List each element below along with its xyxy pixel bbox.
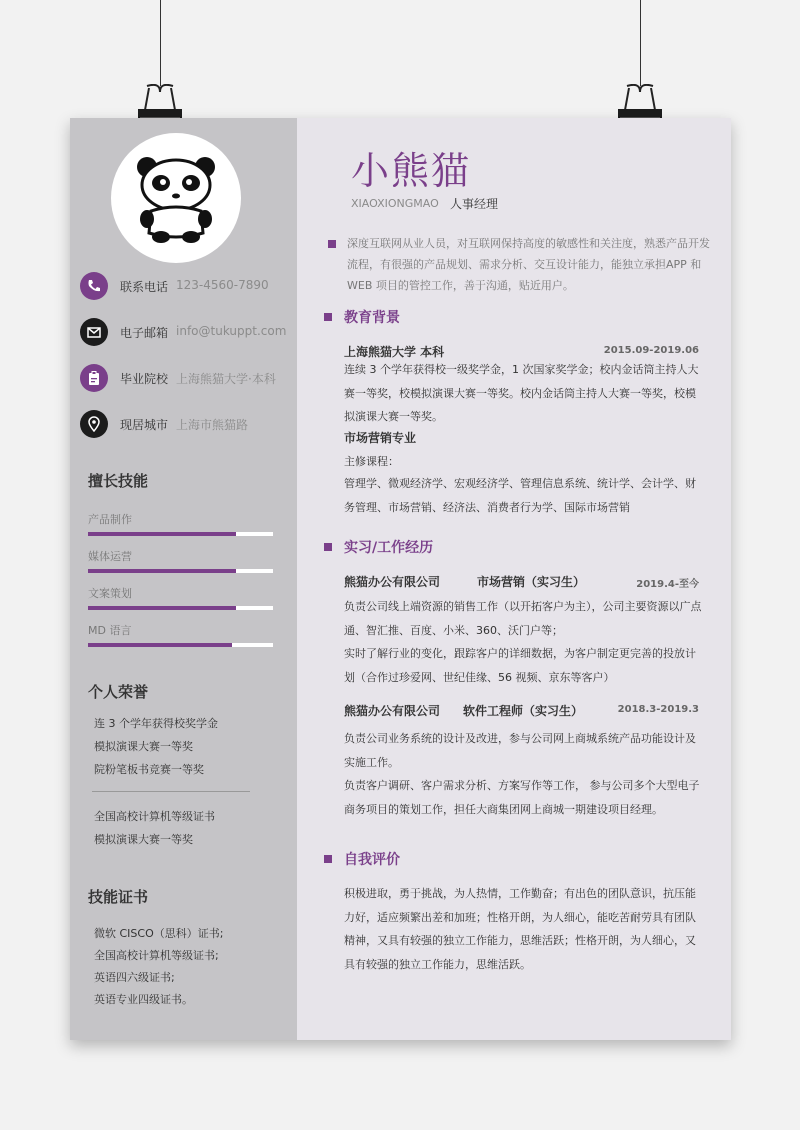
skill-name: 产品制作	[88, 513, 132, 526]
job-company: 熊猫办公有限公司	[344, 704, 441, 718]
main-content	[297, 118, 731, 1040]
honor-item: 连 3 个学年获得校奖学金	[94, 717, 218, 730]
courses-label: 主修课程：	[344, 455, 399, 468]
section-marker-icon	[324, 855, 332, 863]
job-position: 市场营销（实习生）	[477, 575, 586, 589]
contact-label: 现居城市	[120, 418, 169, 432]
skill-bar	[88, 643, 273, 647]
skill-name: 文案策划	[88, 587, 132, 600]
avatar	[111, 133, 241, 263]
person-name: 小熊猫	[351, 149, 472, 193]
divider	[92, 791, 250, 792]
contact-city	[80, 410, 295, 440]
mail-icon	[80, 318, 108, 346]
section-marker-icon	[324, 313, 332, 321]
skill-bar	[88, 569, 273, 573]
section-marker-icon	[324, 543, 332, 551]
skill-bar	[88, 606, 273, 610]
skill-bar-fill	[88, 532, 236, 536]
self-eval-text: 积极进取，勇于挑战，为人热情，工作勤奋；有出色的团队意识，抗压能力好，适应频繁出差和加班；性格开朗，为人细心，能吃苦耐劳具有团队精神，又具有较强的独立工作能力，思维活跃；性格开朗，为人细心，又具有较强的独立工作能力，思维活跃。	[344, 887, 696, 971]
job-description: 实时了解行业的变化，跟踪客户的详细数据，为客户制定更完善的投放计划（合作过珍爱网、世纪佳缘、56 视频、京东等客户）	[344, 647, 696, 684]
honors-title: 个人荣誉	[88, 683, 149, 701]
person-pinyin: XIAOXIONGMAO	[351, 197, 439, 210]
self-eval-title: 自我评价	[344, 852, 400, 868]
skill-bar-fill	[88, 606, 236, 610]
resume-page	[70, 118, 731, 1040]
cert-item: 英语专业四级证书。	[94, 993, 193, 1006]
cert-item: 英语四六级证书;	[94, 971, 175, 984]
experience-title: 实习/工作经历	[344, 540, 434, 556]
cert-item: 微软 CISCO（思科）证书;	[94, 927, 224, 940]
sidebar	[70, 118, 297, 1040]
city-value: 上海市熊猫路	[176, 418, 249, 432]
skill-bar-fill	[88, 569, 236, 573]
honor-item: 模拟演课大赛一等奖	[94, 833, 193, 846]
bullet-square-icon	[328, 240, 336, 248]
hanging-string-left	[160, 0, 161, 86]
person-role: 人事经理	[450, 197, 499, 211]
hanging-string-right	[640, 0, 641, 86]
job-description: 负责客户调研、客户需求分析、方案写作等工作， 参与公司多个大型电子商务项目的策划工作，担任大商集团网上商城一期建设项目经理。	[344, 779, 700, 816]
honor-item: 模拟演课大赛一等奖	[94, 740, 193, 753]
job-description: 负责公司线上端资源的销售工作（以开拓客户为主），公司主要资源以广点通、智汇推、百度、小米、360、沃门户等；	[344, 600, 702, 637]
intro-text: 深度互联网从业人员，对互联网保持高度的敏感性和关注度，熟悉产品开发流程，有很强的产品规划、需求分析、交互设计能力，能独立承担APP 和 WEB 项目的管控工作，善于沟通，贴近用户。	[347, 237, 710, 292]
job-date: 2018.3-2019.3	[617, 704, 699, 715]
skill-name: 媒体运营	[88, 550, 132, 563]
job-position: 软件工程师（实习生）	[463, 704, 584, 718]
phone-icon	[80, 272, 108, 300]
education-title: 教育背景	[344, 310, 400, 326]
contact-email	[80, 318, 295, 348]
school-value: 上海熊猫大学·本科	[176, 372, 276, 386]
job-company: 熊猫办公有限公司	[344, 575, 441, 589]
skills-title: 擅长技能	[88, 472, 149, 490]
honor-item: 全国高校计算机等级证书	[94, 810, 215, 823]
honor-item: 院粉笔板书竞赛一等奖	[94, 763, 204, 776]
contact-label: 电子邮箱	[120, 326, 169, 340]
job-description: 负责公司业务系统的设计及改进，参与公司网上商城系统产品功能设计及实施工作。	[344, 732, 696, 769]
panda-icon	[111, 133, 241, 263]
contact-phone	[80, 272, 295, 302]
skill-bar-fill	[88, 643, 232, 647]
skill-bar	[88, 532, 273, 536]
skill-name: MD 语言	[88, 624, 132, 637]
location-pin-icon	[80, 410, 108, 438]
contact-label: 联系电话	[120, 280, 169, 294]
email-value[interactable]: info@tukuppt.com	[176, 324, 287, 338]
education-date: 2015.09-2019.06	[603, 345, 699, 356]
courses-text: 管理学、微观经济学、宏观经济学、管理信息系统、统计学、会计学、财务管理、市场营销、经济法、消费者行为学、国际市场营销	[344, 477, 696, 514]
cert-item: 全国高校计算机等级证书;	[94, 949, 219, 962]
school-name: 上海熊猫大学 本科	[344, 345, 445, 359]
education-text: 连续 3 个学年获得校一级奖学金，1 次国家奖学金；校内金话筒主持人大赛一等奖，校模拟演课大赛一等奖。校内金话筒主持人大赛一等奖，校模拟演课大赛一等奖。	[344, 363, 699, 423]
contact-label: 毕业院校	[120, 372, 169, 386]
job-date: 2019.4-至今	[636, 579, 699, 590]
contact-school	[80, 364, 295, 394]
certs-title: 技能证书	[88, 888, 149, 906]
phone-value: 123-4560-7890	[176, 278, 269, 292]
major-name: 市场营销专业	[344, 431, 417, 445]
clipboard-icon	[80, 364, 108, 392]
